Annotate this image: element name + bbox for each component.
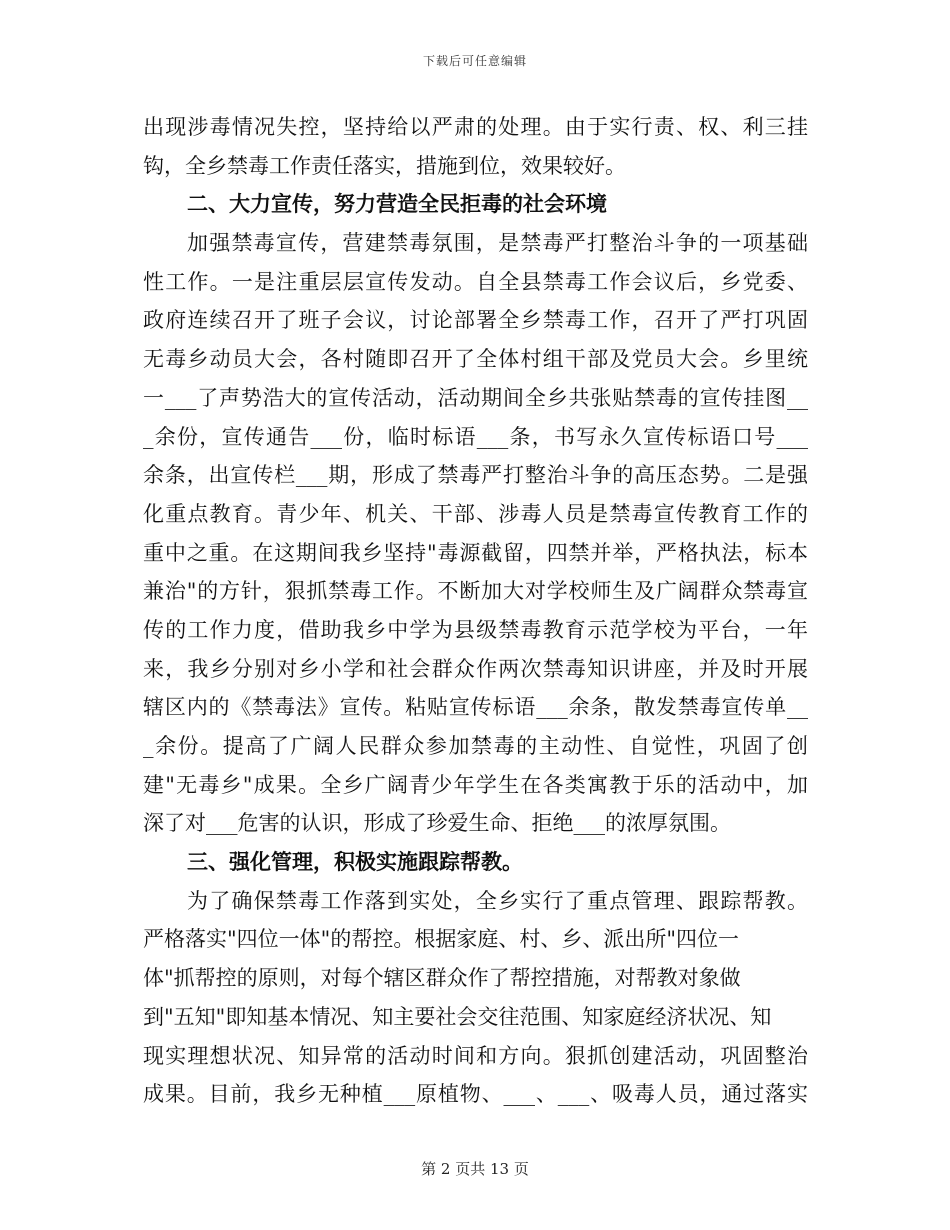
text-line: 辖区内的《禁毒法》宣传。粘贴宣传标语___余条，散发禁毒宣传单__ <box>143 695 808 720</box>
text-line: 余条，出宣传栏___期，形成了禁毒严打整治斗争的高压态势。二是强 <box>143 463 808 488</box>
section-heading: 二、大力宣传，努力营造全民拒毒的社会环境 <box>187 192 607 217</box>
text-line: 化重点教育。青少年、机关、干部、涉毒人员是禁毒宣传教育工作的 <box>143 501 808 526</box>
text-line: 深了对___危害的认识，形成了珍爱生命、拒绝___的浓厚氛围。 <box>143 811 731 836</box>
text-line: 传的工作力度，借助我乡中学为县级禁毒教育示范学校为平台，一年 <box>143 617 808 642</box>
text-line: 来，我乡分别对乡小学和社会群众作两次禁毒知识讲座，并及时开展 <box>143 656 808 681</box>
text-line: 现实理想状况、知异常的活动时间和方向。狠抓创建活动，巩固整治 <box>143 1043 808 1068</box>
page-footer: 第 2 页共 13 页 <box>421 1160 529 1178</box>
document-body <box>143 108 808 1114</box>
text-line: 性工作。一是注重层层宣传发动。自全县禁毒工作会议后，乡党委、 <box>143 269 808 294</box>
text-line: 重中之重。在这期间我乡坚持"毒源截留，四禁并举，严格执法，标本 <box>143 540 808 565</box>
text-line: 一___了声势浩大的宣传活动，活动期间全乡共张贴禁毒的宣传挂图__ <box>143 385 808 410</box>
text-line: 严格落实"四位一体"的帮控。根据家庭、村、乡、派出所"四位一 <box>143 927 739 952</box>
text-line: 体"抓帮控的原则，对每个辖区群众作了帮控措施，对帮教对象做 <box>143 966 741 991</box>
text-line: 到"五知"即知基本情况、知主要社会交往范围、知家庭经济状况、知 <box>143 1004 772 1029</box>
text-line: 政府连续召开了班子会议，讨论部署全乡禁毒工作，召开了严打巩固 <box>143 308 808 333</box>
text-line: 为了确保禁毒工作落到实处，全乡实行了重点管理、跟踪帮教。 <box>187 888 808 913</box>
text-line: 钩，全乡禁毒工作责任落实，措施到位，效果较好。 <box>143 153 626 178</box>
section-heading: 三、强化管理，积极实施跟踪帮教。 <box>187 850 523 875</box>
text-line: 出现涉毒情况失控，坚持给以严肃的处理。由于实行责、权、利三挂 <box>143 115 808 139</box>
text-line: 无毒乡动员大会，各村随即召开了全体村组干部及党员大会。乡里统 <box>143 347 808 372</box>
text-line: 加强禁毒宣传，营建禁毒氛围，是禁毒严打整治斗争的一项基础 <box>187 231 808 256</box>
text-line: _余份，宣传通告___份，临时标语___条，书写永久宣传标语口号___ <box>143 424 808 449</box>
text-line: 兼治"的方针，狠抓禁毒工作。不断加大对学校师生及广阔群众禁毒宣 <box>143 579 808 604</box>
text-line: 成果。目前，我乡无种植___原植物、___、___、吸毒人员，通过落实 <box>143 1082 808 1107</box>
text-line: _余份。提高了广阔人民群众参加禁毒的主动性、自觉性，巩固了创 <box>143 734 808 758</box>
text-line: 建"无毒乡"成果。全乡广阔青少年学生在各类寓教于乐的活动中，加 <box>143 772 808 797</box>
page-header: 下载后可任意编辑 <box>422 54 527 68</box>
